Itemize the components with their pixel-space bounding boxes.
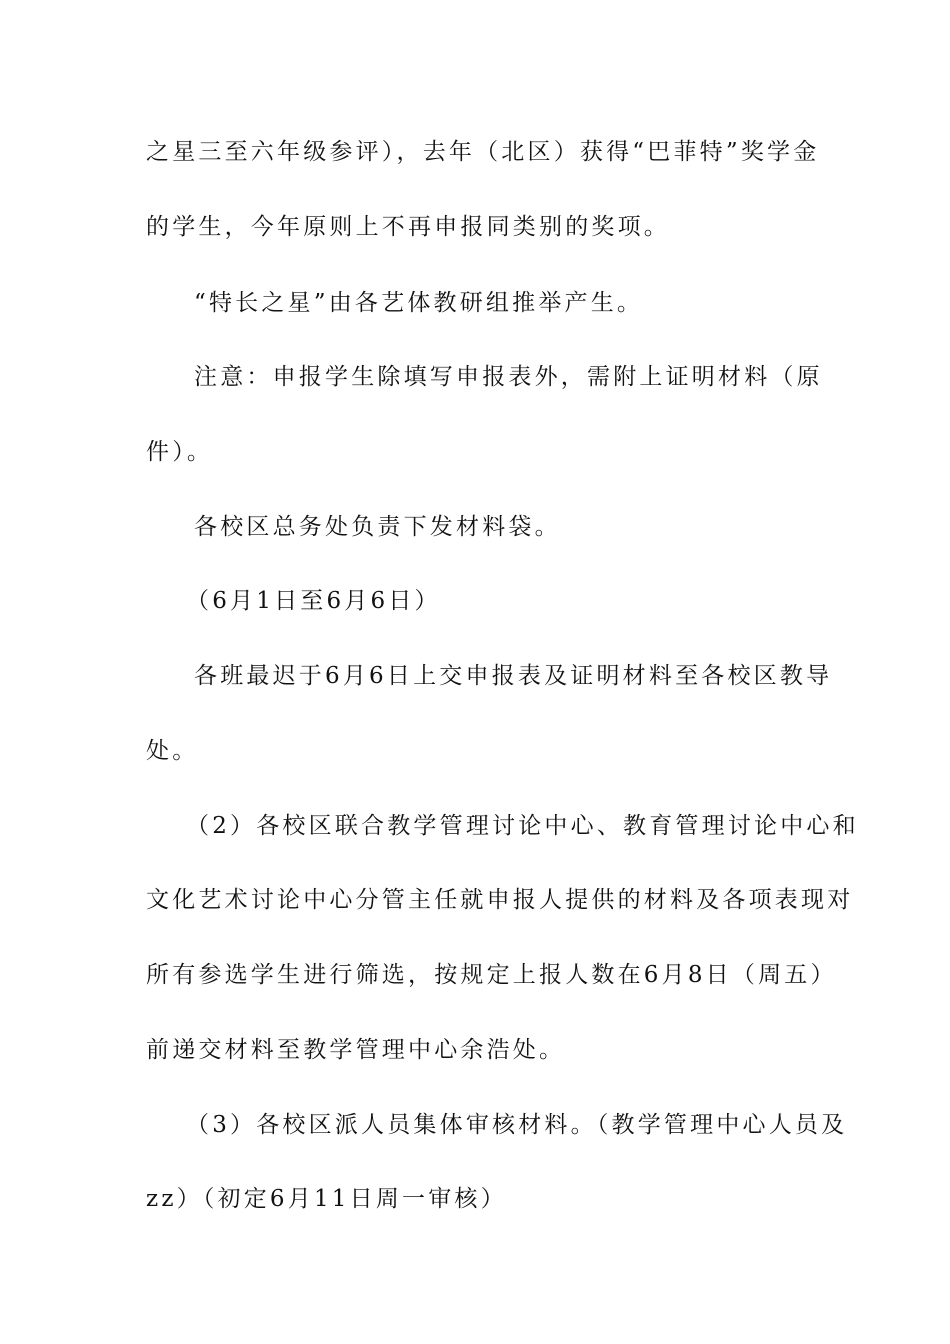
paragraph-line: “特长之星”由各艺体教研组推举产生。 <box>194 290 644 316</box>
paragraph-line: （6月1日至6月6日） <box>186 588 441 614</box>
paragraph-line: 件）。 <box>146 439 214 465</box>
paragraph-line: 前递交材料至教学管理中心余浩处。 <box>146 1037 566 1063</box>
paragraph-line: zz）（初定6月11日周一审核） <box>146 1186 507 1212</box>
paragraph-line: （3）各校区派人员集体审核材料。（教学管理中心人员及 <box>186 1112 848 1138</box>
paragraph-line: 各班最迟于6月6日上交申报表及证明材料至各校区教导 <box>194 663 833 689</box>
paragraph-line: 文化艺术讨论中心分管主任就申报人提供的材料及各项表现对 <box>146 887 854 913</box>
paragraph-line: 之星三至六年级参评），去年（北区）获得“巴菲特”奖学金 <box>146 139 820 165</box>
paragraph-line: 处。 <box>146 738 199 764</box>
paragraph-line: 注意：申报学生除填写申报表外，需附上证明材料（原 <box>194 364 823 390</box>
paragraph-line: 的学生，今年原则上不再申报同类别的奖项。 <box>146 214 670 240</box>
paragraph-line: （2）各校区联合教学管理讨论中心、教育管理讨论中心和 <box>186 813 859 839</box>
paragraph-line: 各校区总务处负责下发材料袋。 <box>194 514 561 540</box>
paragraph-line: 所有参选学生进行筛选，按规定上报人数在6月8日（周五） <box>146 962 837 988</box>
